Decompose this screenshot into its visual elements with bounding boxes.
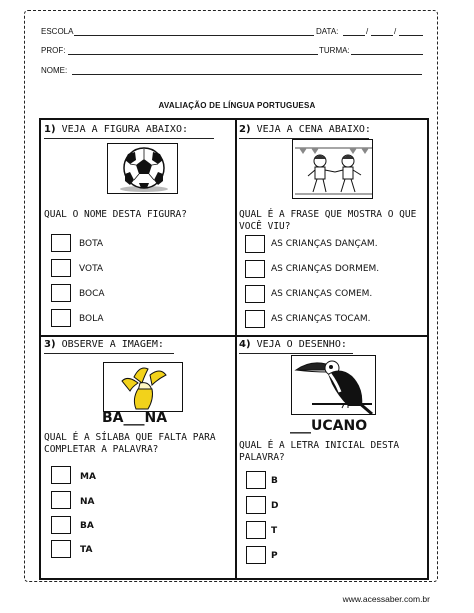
q2-title-text: VEJA A CENA ABAIXO: <box>256 124 371 135</box>
q2-option-3-checkbox[interactable] <box>245 285 265 303</box>
q2-option-1-label: AS CRIANÇAS DANÇAM. <box>271 239 378 249</box>
q3-option-2-checkbox[interactable] <box>51 491 71 509</box>
q3-option-2-label: NA <box>80 497 95 507</box>
toucan-icon <box>292 356 376 415</box>
soccer-ball-icon <box>108 144 178 194</box>
grid-horizontal-divider <box>39 335 429 337</box>
q2-number: 2) <box>239 124 251 135</box>
turma-label: TURMA: <box>319 46 350 55</box>
nome-label: NOME: <box>41 66 68 75</box>
q1-option-2-label: VOTA <box>79 264 104 274</box>
q4-option-4-checkbox[interactable] <box>246 546 266 564</box>
data-month-field[interactable] <box>371 35 393 36</box>
q1-picture-box <box>107 143 178 194</box>
grid-vertical-divider <box>235 120 237 580</box>
q4-option-1-checkbox[interactable] <box>246 471 266 489</box>
q4-option-2-checkbox[interactable] <box>246 496 266 514</box>
q4-option-3-label: T <box>271 526 278 536</box>
q4-option-3-checkbox[interactable] <box>246 521 266 539</box>
q2-option-1-checkbox[interactable] <box>245 235 265 253</box>
q4-title-text: VEJA O DESENHO: <box>256 339 347 350</box>
q2-option-4-checkbox[interactable] <box>245 310 265 328</box>
page-title: AVALIAÇÃO DE LÍNGUA PORTUGUESA <box>158 101 316 110</box>
data-year-field[interactable] <box>399 35 423 36</box>
date-slash-2: / <box>394 27 397 36</box>
escola-field[interactable] <box>74 35 314 36</box>
q1-option-4-checkbox[interactable] <box>51 309 71 327</box>
footer-url[interactable]: www.acessaber.com.br <box>342 594 430 604</box>
q3-title-underline <box>44 353 174 354</box>
q3-option-4-label: TA <box>80 545 93 555</box>
q1-title-underline <box>44 138 214 139</box>
q2-option-2-checkbox[interactable] <box>245 260 265 278</box>
q1-option-3-checkbox[interactable] <box>51 284 71 302</box>
q2-question: QUAL É A FRASE QUE MOSTRA O QUE VOCÊ VIU? <box>239 209 417 232</box>
q4-option-1-label: B <box>271 476 278 486</box>
q2-option-3-label: AS CRIANÇAS COMEM. <box>271 289 373 299</box>
q1-question: QUAL O NOME DESTA FIGURA? <box>44 209 187 220</box>
q3-number: 3) <box>44 339 56 350</box>
q4-word: ___UCANO <box>290 418 368 434</box>
q4-title-underline <box>239 353 353 354</box>
q4-title <box>239 339 347 350</box>
q3-option-3-label: BA <box>80 521 94 531</box>
q3-title <box>44 339 164 350</box>
q2-option-2-label: AS CRIANÇAS DORMEM. <box>271 264 380 274</box>
nome-field[interactable] <box>72 74 422 75</box>
q2-picture-box <box>292 139 373 199</box>
q3-option-4-checkbox[interactable] <box>51 540 71 558</box>
banana-icon <box>104 363 183 412</box>
q4-option-4-label: P <box>271 551 278 561</box>
data-day-field[interactable] <box>343 35 365 36</box>
q3-word: BA___NA <box>102 410 168 426</box>
date-slash-1: / <box>366 27 369 36</box>
q3-picture-box <box>103 362 183 412</box>
q1-option-2-checkbox[interactable] <box>51 259 71 277</box>
q2-title <box>239 124 371 135</box>
q1-option-3-label: BOCA <box>79 289 105 299</box>
escola-label: ESCOLA <box>41 27 74 36</box>
q1-option-1-checkbox[interactable] <box>51 234 71 252</box>
q3-option-1-checkbox[interactable] <box>51 466 71 484</box>
q4-picture-box <box>291 355 376 415</box>
q4-number: 4) <box>239 339 251 350</box>
q3-title-text: OBSERVE A IMAGEM: <box>61 339 164 350</box>
q3-option-1-label: MA <box>80 472 96 482</box>
children-scene-icon <box>293 140 373 199</box>
q1-number: 1) <box>44 124 56 135</box>
q1-title <box>44 124 188 135</box>
q2-option-4-label: AS CRIANÇAS TOCAM. <box>271 314 371 324</box>
q1-option-1-label: BOTA <box>79 239 104 249</box>
q3-question: QUAL É A SÍLABA QUE FALTA PARA COMPLETAR A PALAVRA? <box>44 432 216 455</box>
prof-field[interactable] <box>68 54 318 55</box>
q4-question: QUAL É A LETRA INICIAL DESTA PALAVRA? <box>239 440 400 463</box>
q1-option-4-label: BOLA <box>79 314 104 324</box>
data-label: DATA: <box>316 27 339 36</box>
q3-option-3-checkbox[interactable] <box>51 516 71 534</box>
prof-label: PROF: <box>41 46 66 55</box>
turma-field[interactable] <box>351 54 423 55</box>
q4-option-2-label: D <box>271 501 279 511</box>
q1-title-text: VEJA A FIGURA ABAIXO: <box>61 124 188 135</box>
